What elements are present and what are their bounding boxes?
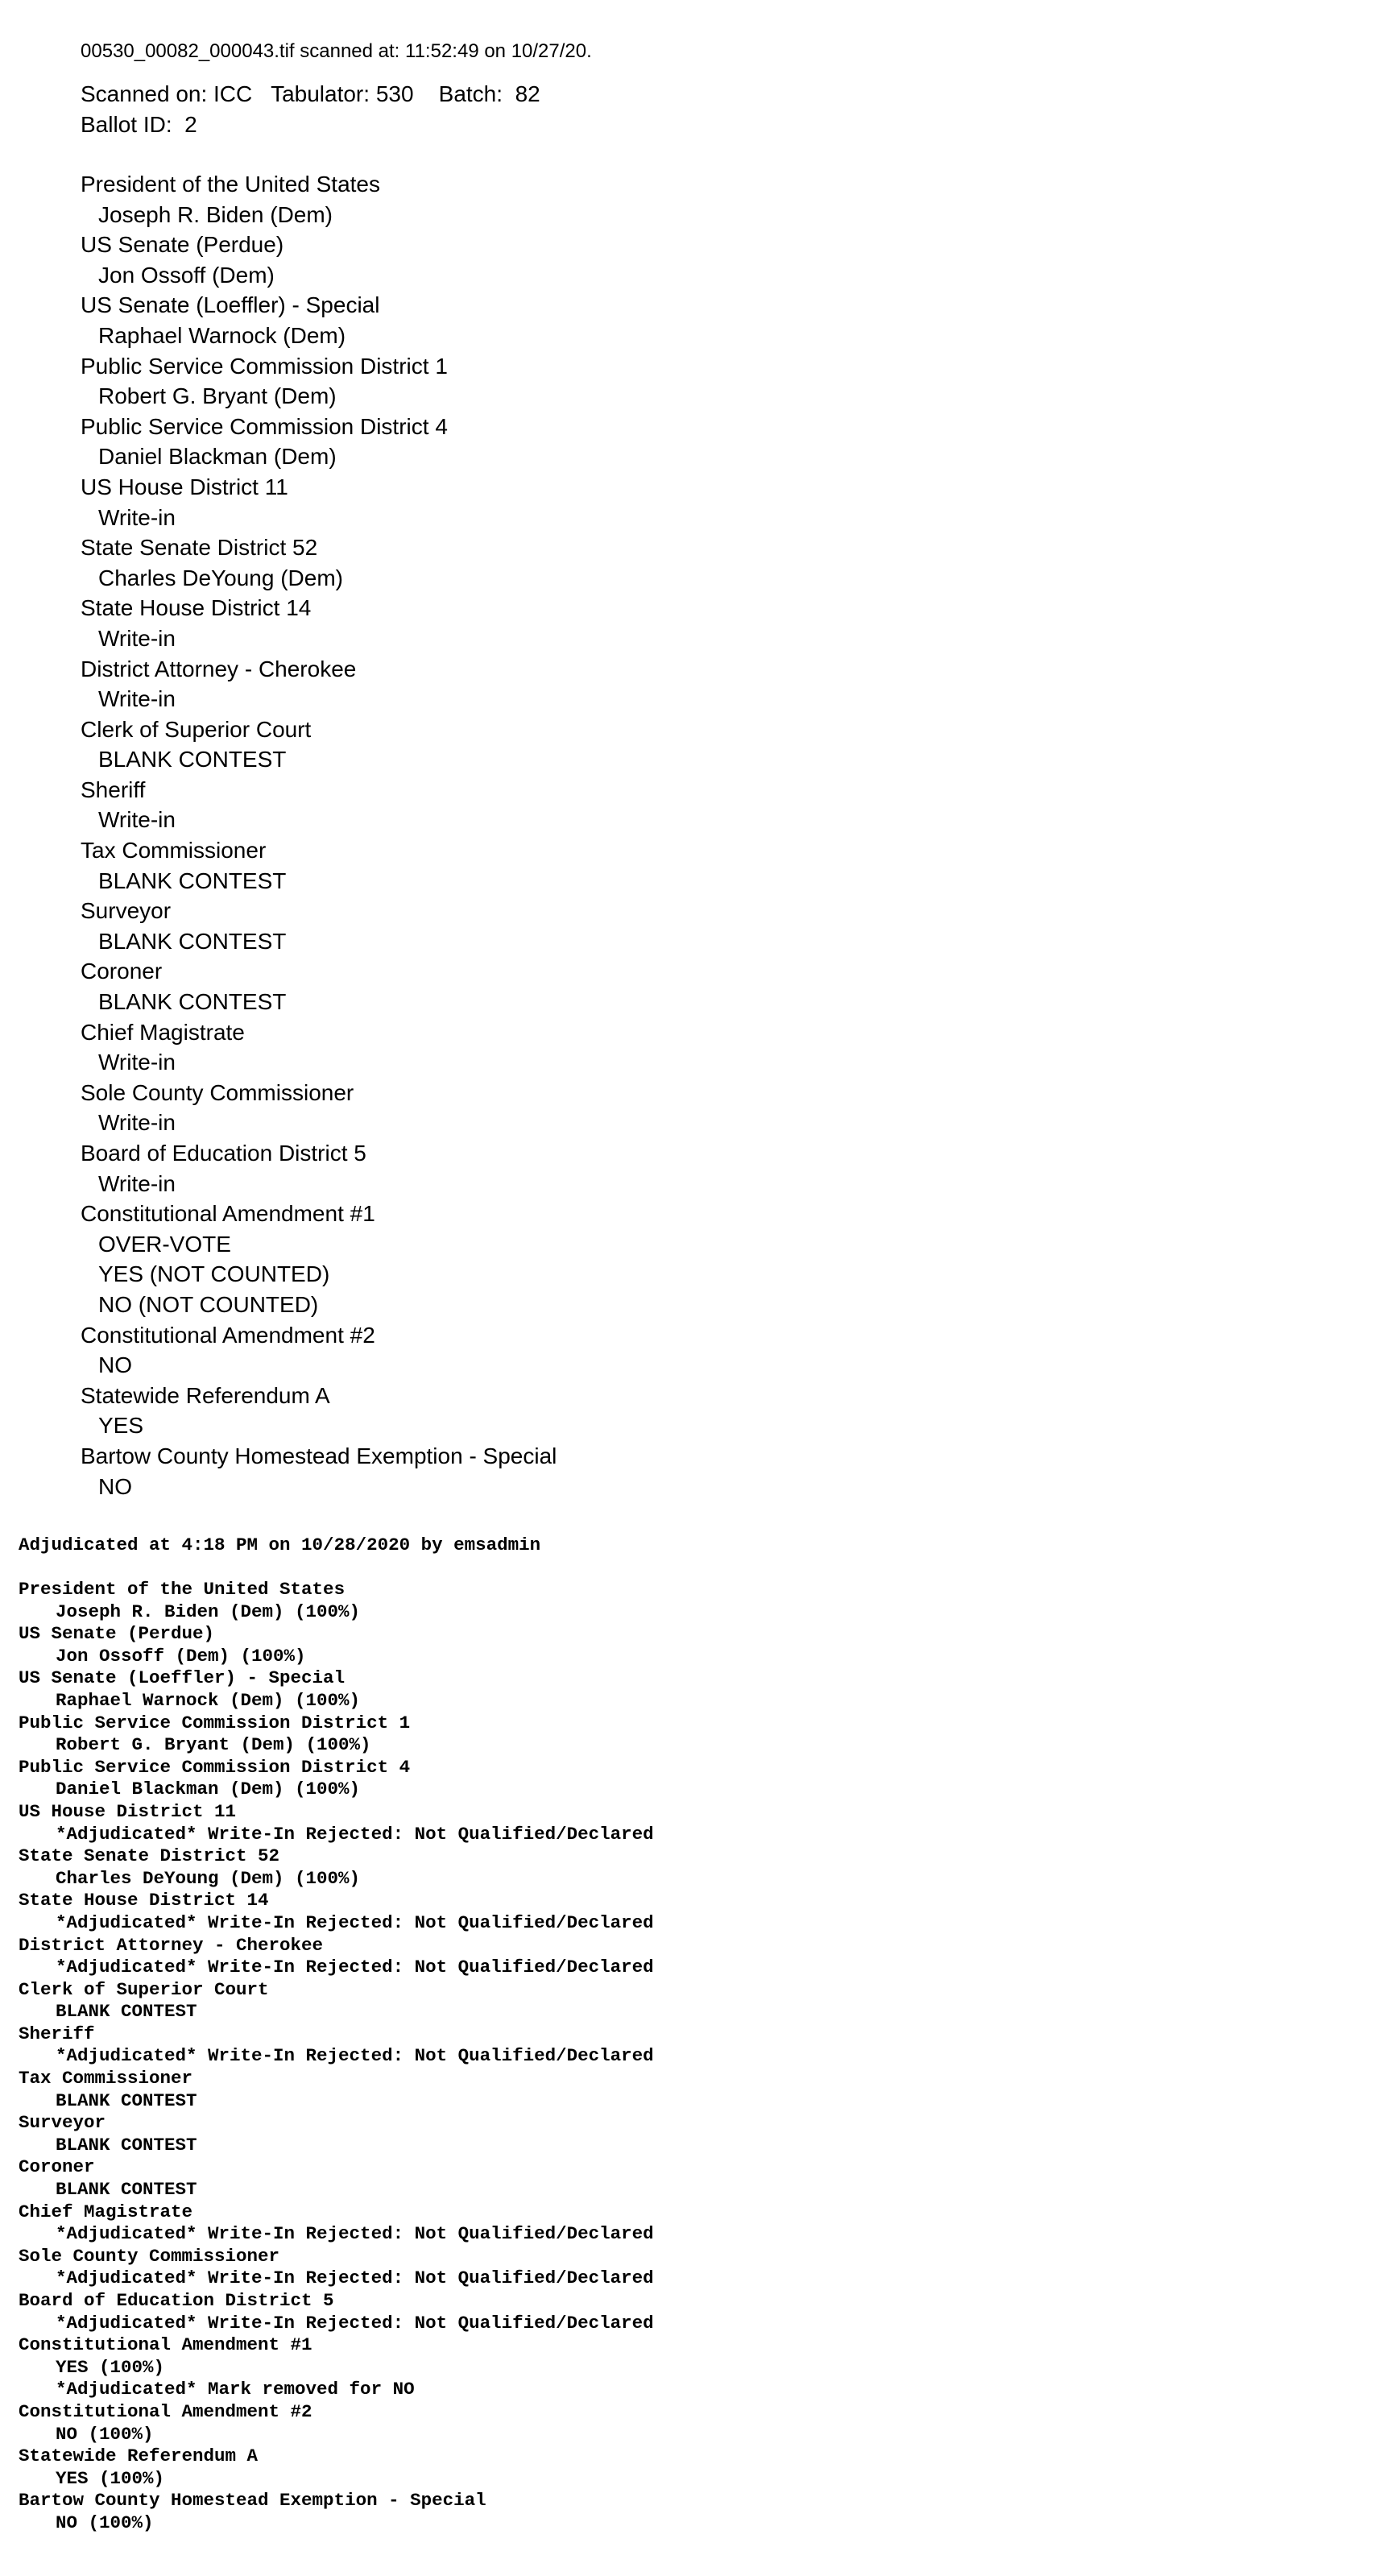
- adjudication-contest-name: Surveyor: [19, 2112, 106, 2134]
- scan-contest-choice: Write-in: [98, 807, 176, 833]
- scan-contest-name: Constitutional Amendment #1: [81, 1201, 375, 1227]
- adjudication-contest-name: Sole County Commissioner: [19, 2245, 280, 2267]
- adjudication-contest-choice: Daniel Blackman (Dem) (100%): [56, 1779, 361, 1800]
- adjudication-contest-choice: NO (100%): [56, 2512, 154, 2533]
- adjudication-contest-choice: Raphael Warnock (Dem) (100%): [56, 1689, 361, 1711]
- scan-contest-name: Constitutional Amendment #2: [81, 1322, 375, 1348]
- adjudication-contest-name: US House District 11: [19, 1800, 237, 1822]
- scan-contest-choice: Write-in: [98, 1110, 176, 1136]
- scan-contest-name: State Senate District 52: [81, 535, 318, 561]
- adjudication-contest-name: Constitutional Amendment #1: [19, 2334, 312, 2356]
- scan-contest-name: Statewide Referendum A: [81, 1382, 330, 1408]
- adjudication-contest-name: State House District 14: [19, 1890, 269, 1911]
- adjudication-contest-name: US Senate (Perdue): [19, 1623, 215, 1645]
- scan-contest-name: Tax Commissioner: [81, 838, 267, 863]
- scan-meta-line: Scanned on: ICC Tabulator: 530 Batch: 82: [81, 81, 540, 106]
- adjudication-contest-name: President of the United States: [19, 1579, 346, 1600]
- adjudication-section: [19, 1534, 1307, 2535]
- scan-contest-name: Board of Education District 5: [81, 1141, 366, 1166]
- scan-contest-name: US Senate (Perdue): [81, 232, 284, 258]
- scan-contest-choice: BLANK CONTEST: [98, 928, 287, 954]
- scan-contest-choice: Write-in: [98, 625, 176, 651]
- scan-contest-choice: BLANK CONTEST: [98, 868, 287, 893]
- adjudication-contest-choice: *Adjudicated* Write-In Rejected: Not Qualified/Declared: [56, 1957, 654, 1978]
- ballot-id-line: Ballot ID: 2: [81, 112, 197, 137]
- adjudication-contest-choice: Joseph R. Biden (Dem) (100%): [56, 1601, 361, 1622]
- adjudication-contest-choice: Charles DeYoung (Dem) (100%): [56, 1867, 361, 1889]
- scan-contest-choice: Write-in: [98, 1050, 176, 1075]
- scan-contest-choice: Charles DeYoung (Dem): [98, 565, 343, 590]
- scan-contest-name: Sheriff: [81, 777, 146, 802]
- adjudication-contest-name: Tax Commissioner: [19, 2068, 193, 2089]
- scan-contest-name: Chief Magistrate: [81, 1019, 245, 1045]
- adjudication-contest-choice: *Adjudicated* Write-In Rejected: Not Qualified/Declared: [56, 1823, 654, 1845]
- scan-contest-choice: Raphael Warnock (Dem): [98, 322, 346, 348]
- adjudication-contest-choice: YES (100%): [56, 2356, 165, 2378]
- scan-contest-name: US Senate (Loeffler) - Special: [81, 292, 380, 318]
- adjudication-contest-name: Statewide Referendum A: [19, 2446, 259, 2467]
- scan-contest-choice: OVER-VOTE: [98, 1231, 231, 1257]
- scan-contest-choice: BLANK CONTEST: [98, 989, 287, 1015]
- scan-contest-choice: YES (NOT COUNTED): [98, 1261, 330, 1287]
- scan-header: 00530_00082_000043.tif scanned at: 11:52:49 on 10/27/20.: [81, 40, 592, 62]
- scan-contest-name: Surveyor: [81, 898, 172, 924]
- scan-contest-choice: BLANK CONTEST: [98, 747, 287, 772]
- adjudication-contest-name: Sheriff: [19, 2023, 95, 2044]
- scan-contest-name: President of the United States: [81, 172, 380, 197]
- adjudication-contest-choice: BLANK CONTEST: [56, 2089, 197, 2111]
- scan-contest-choice: NO (NOT COUNTED): [98, 1291, 319, 1317]
- adjudication-contest-choice: YES (100%): [56, 2467, 165, 2489]
- scan-contest-name: Clerk of Superior Court: [81, 716, 312, 742]
- adjudication-contest-choice: Robert G. Bryant (Dem) (100%): [56, 1734, 371, 1756]
- adjudication-contest-name: Clerk of Superior Court: [19, 1978, 269, 2000]
- adjudication-contest-name: US Senate (Loeffler) - Special: [19, 1667, 346, 1689]
- adjudication-contest-choice: *Adjudicated* Write-In Rejected: Not Qualified/Declared: [56, 2223, 654, 2245]
- adjudication-contest-choice: *Adjudicated* Write-In Rejected: Not Qualified/Declared: [56, 2267, 654, 2289]
- adjudication-contest-name: Board of Education District 5: [19, 2290, 334, 2311]
- adjudication-contest-choice: *Adjudicated* Write-In Rejected: Not Qualified/Declared: [56, 1911, 654, 1933]
- scan-contest-name: Public Service Commission District 1: [81, 353, 448, 379]
- adjudication-contest-name: Bartow County Homestead Exemption - Special: [19, 2490, 486, 2512]
- scan-contest-choice: Joseph R. Biden (Dem): [98, 201, 333, 227]
- scan-contest-choice: Robert G. Bryant (Dem): [98, 383, 337, 409]
- scan-contest-list: [81, 169, 1289, 1501]
- scan-contest-choice: NO: [98, 1473, 132, 1499]
- adjudication-contest-list: [19, 1579, 1307, 2535]
- adjudication-contest-choice: *Adjudicated* Mark removed for NO: [56, 2379, 415, 2400]
- adjudication-contest-name: Constitutional Amendment #2: [19, 2400, 312, 2422]
- adjudication-contest-name: State Senate District 52: [19, 1845, 280, 1867]
- scan-contest-choice: Daniel Blackman (Dem): [98, 444, 337, 470]
- adjudication-contest-name: Chief Magistrate: [19, 2201, 193, 2222]
- adjudication-contest-name: Public Service Commission District 1: [19, 1712, 411, 1733]
- scan-contest-choice: NO: [98, 1352, 132, 1378]
- adjudication-header: Adjudicated at 4:18 PM on 10/28/2020 by emsadmin: [19, 1534, 541, 1555]
- scan-contest-name: Sole County Commissioner: [81, 1079, 354, 1105]
- adjudication-contest-name: Coroner: [19, 2156, 95, 2178]
- scan-contest-choice: Write-in: [98, 686, 176, 712]
- adjudication-contest-choice: BLANK CONTEST: [56, 2134, 197, 2156]
- scan-contest-name: US House District 11: [81, 474, 288, 499]
- scan-contest-name: State House District 14: [81, 595, 312, 621]
- adjudication-contest-choice: *Adjudicated* Write-In Rejected: Not Qualified/Declared: [56, 2312, 654, 2334]
- adjudication-contest-choice: Jon Ossoff (Dem) (100%): [56, 1645, 306, 1667]
- scan-section: [81, 35, 1289, 1501]
- scan-contest-choice: YES: [98, 1413, 144, 1439]
- scan-contest-name: Bartow County Homestead Exemption - Special: [81, 1443, 557, 1468]
- adjudication-contest-choice: BLANK CONTEST: [56, 2001, 197, 2023]
- adjudication-contest-name: Public Service Commission District 4: [19, 1756, 411, 1778]
- adjudication-contest-choice: BLANK CONTEST: [56, 2179, 197, 2201]
- scan-contest-choice: Write-in: [98, 1170, 176, 1196]
- scan-contest-name: Public Service Commission District 4: [81, 413, 448, 439]
- scan-contest-choice: Write-in: [98, 504, 176, 530]
- adjudication-contest-choice: NO (100%): [56, 2423, 154, 2445]
- scan-contest-choice: Jon Ossoff (Dem): [98, 262, 275, 288]
- adjudication-contest-name: District Attorney - Cherokee: [19, 1934, 324, 1956]
- adjudication-contest-choice: *Adjudicated* Write-In Rejected: Not Qualified/Declared: [56, 2045, 654, 2067]
- scan-contest-name: Coroner: [81, 959, 163, 984]
- scan-contest-name: District Attorney - Cherokee: [81, 656, 357, 681]
